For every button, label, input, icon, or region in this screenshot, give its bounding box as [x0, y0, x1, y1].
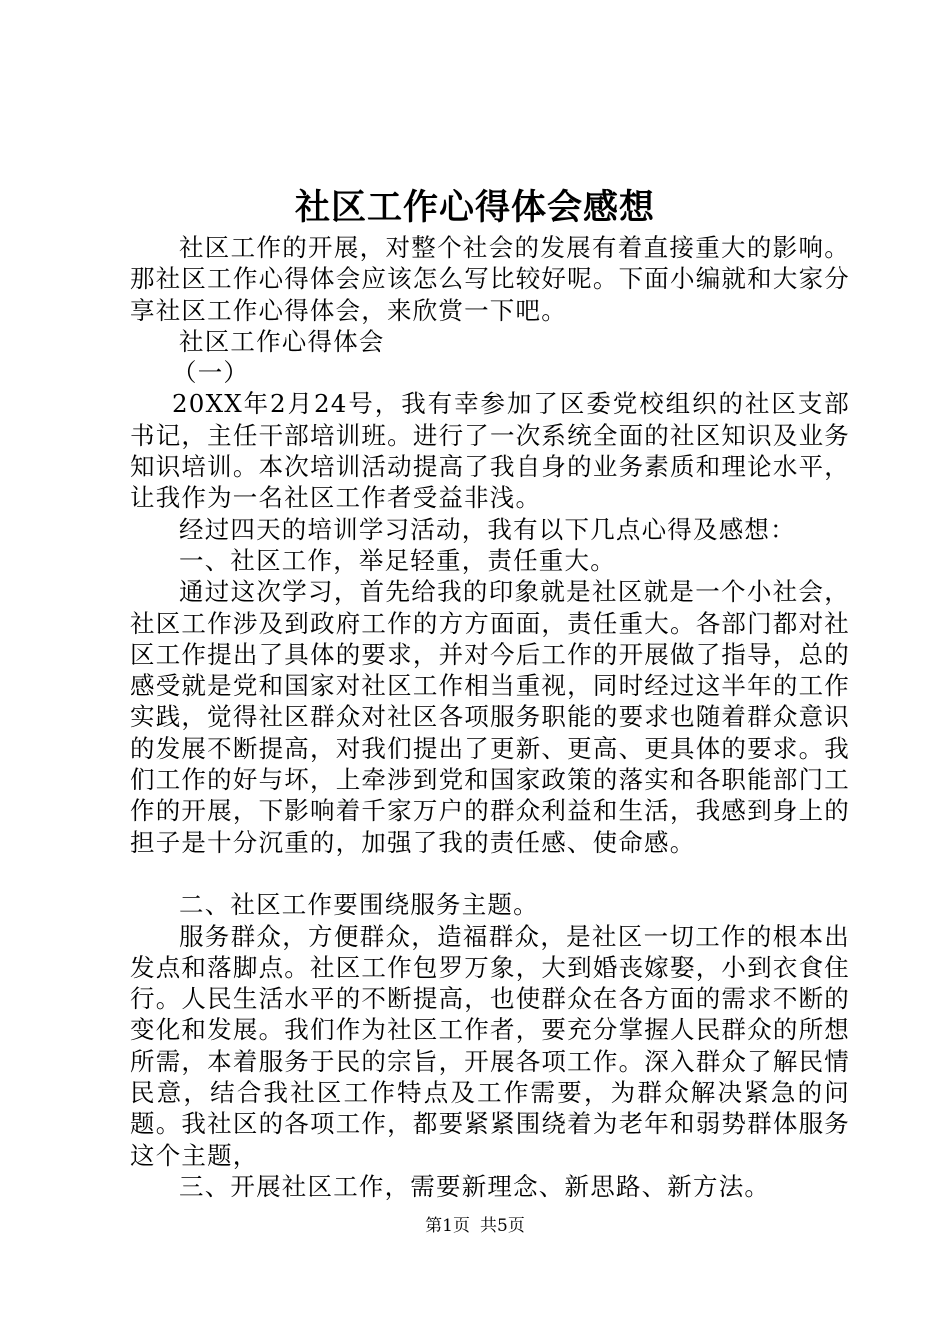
- paragraph-reflections-intro: 经过四天的培训学习活动，我有以下几点心得及感想：: [179, 514, 796, 544]
- page-number: 第1页: [425, 1216, 470, 1236]
- point-heading-3: 三、开展社区工作，需要新理念、新思路、新方法。: [179, 1171, 771, 1201]
- paragraph-training: 20XX年2月24号，我有幸参加了区委党校组织的社区支部书记，主任干部培训班。进行了一次系统全面的社区知识及业务知识培训。本次培训活动提高了我自身的业务素质和理论水平，让我作为一名社区工作者受益非浅。: [130, 389, 850, 513]
- point-heading-2: 二、社区工作要围绕服务主题。: [179, 890, 539, 920]
- section-number: （一）: [172, 358, 250, 388]
- section-heading: 社区工作心得体会: [179, 326, 385, 356]
- document-body: [130, 232, 850, 1202]
- point-body-2: 服务群众，方便群众，造福群众，是社区一切工作的根本出发点和落脚点。社区工作包罗万象，大到婚丧嫁娶，小到衣食住行。人民生活水平的不断提高，也使群众在各方面的需求不断的变化和发展。我们作为社区工作者，要充分掌握人民群众的所想所需，本着服务于民的宗旨，开展各项工作。深入群众了解民情民意，结合我社区工作特点及工作需要，为群众解决紧急的问题。我社区的各项工作，都要紧紧围绕着为老年和弱势群体服务这个主题，: [130, 921, 850, 1170]
- page-total: 共5页: [480, 1216, 525, 1236]
- document-title: 社区工作心得体会感想: [294, 187, 655, 228]
- page-footer: [0, 1214, 950, 1238]
- paragraph-spacer: [130, 858, 850, 889]
- paragraph-intro: 社区工作的开展，对整个社会的发展有着直接重大的影响。那社区工作心得体会应该怎么写比较好呢。下面小编就和大家分享社区工作心得体会，来欣赏一下吧。: [130, 233, 850, 325]
- point-body-1: 通过这次学习，首先给我的印象就是社区就是一个小社会，社区工作涉及到政府工作的方方面面，责任重大。各部门都对社区工作提出了具体的要求，并对今后工作的开展做了指导，总的感受就是党和国家对社区工作相当重视，同时经过这半年的工作实践，觉得社区群众对社区各项服务职能的要求也随着群众意识的发展不断提高，对我们提出了更新、更高、更具体的要求。我们工作的好与坏，上牵涉到党和国家政策的落实和各职能部门工作的开展，下影响着千家万户的群众利益和生活，我感到身上的担子是十分沉重的，加强了我的责任感、使命感。: [130, 577, 850, 857]
- point-heading-1: 一、社区工作，举足轻重，责任重大。: [179, 545, 616, 575]
